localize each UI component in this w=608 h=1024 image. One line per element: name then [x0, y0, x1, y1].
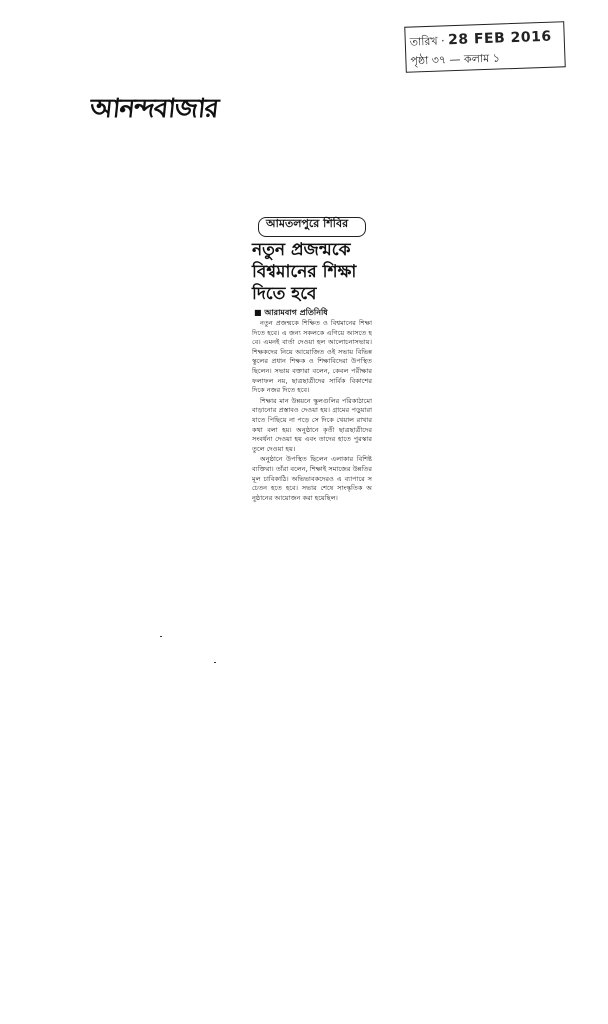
headline-line: বিশ্বমানের শিক্ষা	[252, 262, 357, 282]
stamp-column-label: কলাম	[463, 51, 490, 66]
stamp-date: 28 FEB 2016	[447, 28, 552, 49]
stamp-date-label: তারিখ	[409, 34, 438, 49]
stamp-page-label: পৃষ্ঠা	[410, 53, 429, 68]
scan-speck	[160, 636, 162, 637]
article-paragraph: নতুন প্রজন্মকে শিক্ষিত ও বিশ্বমানের শিক্ষা দিতে হবে। এ জন্য সকলকে এগিয়ে আসতে হবে। এমনই বার্তা দেওয়া হল আলোচনাসভায়। শিক্ষকদের নিয়ে আয়োজিত ওই সভায় বিভিন্ন স্কুলের প্রধান শিক্ষক ও শিক্ষাবিদেরা উপস্থিত ছিলেন। সভায় বক্তারা বলেন, কেবল পরীক্ষার ফলাফল নয়, ছাত্রছাত্রীদের সার্বিক বিকাশের দিকে নজর দিতে হবে।	[252, 319, 372, 395]
stamp-column: ১	[492, 51, 501, 65]
article-body	[252, 319, 372, 673]
news-clipping	[250, 215, 372, 675]
kicker-text: আমতলপুরে শিবির	[266, 217, 349, 230]
headline-line: নতুন প্রজন্মকে	[252, 240, 351, 260]
article-headline	[252, 239, 374, 305]
headline-line: দিতে হবে	[252, 284, 317, 304]
stamp-page: ৩৭	[431, 53, 447, 67]
stamp-page-row: পৃষ্ঠা ৩৭ — কলাম ১	[410, 51, 501, 68]
stamp-date-row: তারিখ · 28 FEB 2016	[409, 28, 552, 49]
scan-speck	[214, 662, 216, 663]
newspaper-masthead: আনন্দবাজার	[88, 94, 220, 124]
article-byline: ■ আরামবাগ প্রতিনিধি	[254, 308, 328, 317]
article-paragraph: শিক্ষার মান উন্নয়নে স্কুলগুলির পরিকাঠামো বাড়ানোর প্রস্তাবও দেওয়া হয়। গ্রামের পড়ুয়ারা যাতে পিছিয়ে না পড়ে সে দিকে খেয়াল রাখার কথা বলা হয়। অনুষ্ঠানে কৃতী ছাত্রছাত্রীদের সংবর্ধনা দেওয়া হয় এবং তাদের হাতে পুরস্কার তুলে দেওয়া হয়।	[252, 396, 372, 453]
article-paragraph: অনুষ্ঠানে উপস্থিত ছিলেন এলাকার বিশিষ্ট ব্যক্তিরা। তাঁরা বলেন, শিক্ষাই সমাজের উন্নতির মূল চাবিকাঠি। অভিভাবকদেরও এ ব্যাপারে সচেতন হতে হবে। সভার শেষে সাংস্কৃতিক অনুষ্ঠানের আয়োজন করা হয়েছিল।	[252, 455, 372, 502]
article-kicker	[252, 215, 372, 235]
date-stamp	[404, 21, 566, 73]
